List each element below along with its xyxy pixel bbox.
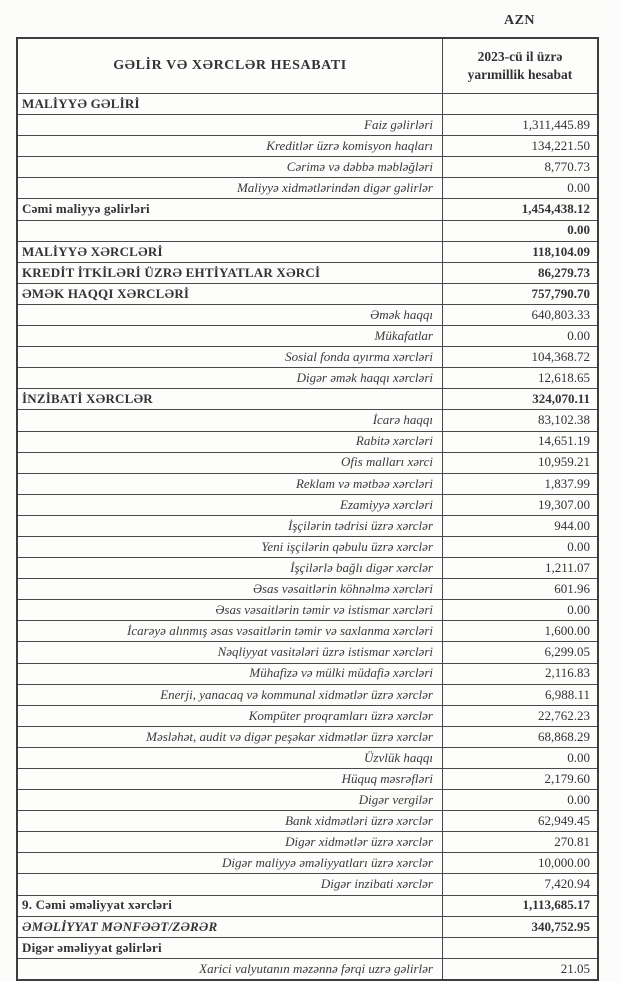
row-value: 134,221.50	[442, 136, 597, 156]
table-row	[18, 304, 597, 325]
row-label: Cərimə və dəbbə məbləğləri	[286, 159, 433, 175]
row-value: 22,762.23	[442, 706, 597, 726]
row-value: 1,311,445.89	[442, 115, 597, 135]
row-label: Mükafatlar	[374, 327, 433, 343]
row-value	[442, 938, 597, 958]
row-value: 324,070.11	[442, 389, 597, 409]
row-value: 0.00	[442, 790, 597, 810]
row-label: Digər xidmətlər üzrə xərclər	[285, 834, 433, 850]
row-label: İcarə haqqı	[372, 412, 433, 428]
row-value: 640,803.33	[442, 305, 597, 325]
row-value: 270.81	[442, 832, 597, 852]
table-row	[18, 156, 597, 177]
row-label: Yeni işçilərin qəbulu üzrə xərclər	[261, 538, 433, 554]
row-label: İşçilərin tədrisi üzrə xərclər	[287, 517, 433, 533]
table-row	[18, 726, 597, 747]
table-row	[18, 557, 597, 578]
row-value: 6,988.11	[442, 685, 597, 705]
table-row	[18, 409, 597, 430]
row-value: 0.00	[442, 748, 597, 768]
table-row	[18, 135, 597, 156]
table-row	[18, 388, 597, 409]
report-table	[16, 37, 599, 981]
table-row	[18, 916, 597, 937]
row-value: 104,368.72	[442, 347, 597, 367]
row-value: 0.00	[442, 326, 597, 346]
row-label: Ezamiyyə xərcləri	[340, 496, 433, 512]
row-value: 0.00	[442, 221, 597, 241]
row-value: 68,868.29	[442, 727, 597, 747]
row-value: 8,770.73	[442, 157, 597, 177]
row-value: 2,116.83	[442, 664, 597, 684]
row-value: 1,211.07	[442, 558, 597, 578]
row-label: MALİYYƏ GƏLİRİ	[22, 95, 140, 111]
table-row	[18, 620, 597, 641]
table-row	[18, 831, 597, 852]
row-label: Hüquq məsrəfləri	[341, 770, 433, 786]
row-value: 118,104.09	[442, 242, 597, 262]
table-row	[18, 177, 597, 198]
row-value: 83,102.38	[442, 410, 597, 430]
table-row	[18, 937, 597, 958]
table-row	[18, 663, 597, 684]
row-label: ƏMƏLİYYAT MƏNFƏƏT/ZƏRƏR	[22, 918, 218, 934]
table-row	[18, 705, 597, 726]
table-row	[18, 325, 597, 346]
table-row	[18, 431, 597, 452]
row-label: Məsləhət, audit və digər peşəkar xidmətlər üzrə xərclər	[146, 728, 433, 744]
row-label: Ofis malları xərci	[341, 454, 433, 470]
table-row	[18, 241, 597, 262]
table-row	[18, 262, 597, 283]
row-value: 1,600.00	[442, 621, 597, 641]
row-label: Mühafizə və mülki müdafiə xərcləri	[249, 665, 433, 681]
row-value: 601.96	[442, 579, 597, 599]
row-value: 10,000.00	[442, 853, 597, 873]
report-title: GƏLİR VƏ XƏRCLƏR HESABATI	[113, 58, 347, 74]
row-label: Kompüter proqramları üzrə xərclər	[248, 707, 433, 723]
table-row	[18, 346, 597, 367]
row-label: Xarici valyutanın məzənnə fərqi uzrə gəlirlər	[199, 960, 433, 976]
table-row	[18, 536, 597, 557]
table-row	[18, 93, 597, 114]
row-value: 12,618.65	[442, 368, 597, 388]
row-value: 14,651.19	[442, 432, 597, 452]
table-row	[18, 578, 597, 599]
row-value: 1,454,438.12	[442, 199, 597, 219]
row-value: 10,959.21	[442, 453, 597, 473]
row-value: 757,790.70	[442, 284, 597, 304]
table-row	[18, 494, 597, 515]
row-label: MALİYYƏ XƏRCLƏRİ	[22, 243, 163, 259]
row-value: 0.00	[442, 600, 597, 620]
row-value: 86,279.73	[442, 263, 597, 283]
currency-label: AZN	[503, 13, 536, 28]
row-label: Digər vergilər	[358, 791, 433, 807]
row-label: Nəqliyyat vasitələri üzrə istismar xərcləri	[217, 644, 433, 660]
row-label: İNZİBATİ XƏRCLƏR	[22, 391, 153, 407]
row-label: Cəmi maliyyə gəlirləri	[22, 201, 150, 217]
report-period-header: 2023-cü il üzrə yarımillik hesabat	[442, 39, 597, 93]
table-row	[18, 789, 597, 810]
row-value: 19,307.00	[442, 495, 597, 515]
table-row	[18, 114, 597, 135]
row-label: Reklam və mətbəə xərcləri	[295, 475, 433, 491]
table-row	[18, 768, 597, 789]
row-value: 0.00	[442, 537, 597, 557]
row-label: KREDİT İTKİLƏRİ ÜZRƏ EHTİYATLAR XƏRCİ	[22, 264, 321, 280]
row-label: İşçilərlə bağlı digər xərclər	[290, 559, 433, 575]
table-header-row	[18, 39, 597, 93]
table-row	[18, 283, 597, 304]
table-row	[18, 452, 597, 473]
row-label: Digər inzibati xərclər	[320, 876, 433, 892]
table-row	[18, 198, 597, 219]
table-row	[18, 895, 597, 916]
row-value: 944.00	[442, 516, 597, 536]
row-label: Sosial fonda ayırma xərcləri	[285, 349, 433, 365]
row-value: 7,420.94	[442, 874, 597, 894]
row-label: Üzvlük haqqı	[364, 749, 433, 765]
row-label: Bank xidmətləri üzrə xərclər	[285, 813, 433, 829]
row-value	[442, 94, 597, 114]
table-row	[18, 684, 597, 705]
row-label: Digər əməliyyat gəlirləri	[22, 939, 162, 955]
table-row	[18, 747, 597, 768]
row-label: 9. Cəmi əməliyyat xərcləri	[22, 897, 173, 913]
row-label: Faiz gəlirləri	[364, 116, 433, 132]
table-row	[18, 599, 597, 620]
row-label: Əsas vəsaitlərin köhnəlmə xərcləri	[252, 581, 433, 597]
row-label: Digər maliyyə əməliyyatları üzrə xərclər	[221, 855, 433, 871]
table-row	[18, 367, 597, 388]
table-row	[18, 515, 597, 536]
table-row	[18, 473, 597, 494]
row-value: 6,299.05	[442, 642, 597, 662]
row-value: 1,113,685.17	[442, 896, 597, 916]
row-value: 21.05	[442, 959, 597, 979]
row-label: Əsas vəsaitlərin təmir və istismar xərcləri	[215, 602, 433, 618]
row-label: Maliyyə xidmətlərindən digər gəlirlər	[236, 180, 433, 196]
table-row	[18, 220, 597, 241]
row-label	[18, 221, 442, 241]
row-label: Əmək haqqı	[370, 306, 433, 322]
table-row	[18, 873, 597, 894]
row-label: Rabitə xərcləri	[355, 433, 433, 449]
table-body	[18, 93, 597, 979]
row-label: Kreditlər üzrə komisyon haqları	[266, 138, 433, 154]
row-label: Digər əmək haqqı xərcləri	[296, 370, 433, 386]
row-label: İcarəyə alınmış əsas vəsaitlərin təmir və saxlanma xərcləri	[126, 623, 433, 639]
table-row	[18, 958, 597, 979]
row-label: ƏMƏK HAQQI XƏRCLƏRİ	[22, 285, 190, 301]
row-value: 0.00	[442, 178, 597, 198]
row-value: 1,837.99	[442, 474, 597, 494]
table-row	[18, 641, 597, 662]
table-row	[18, 852, 597, 873]
row-value: 62,949.45	[442, 811, 597, 831]
row-label: Enerji, yanacaq və kommunal xidmətlər üzrə xərclər	[160, 686, 433, 702]
row-value: 2,179.60	[442, 769, 597, 789]
table-row	[18, 810, 597, 831]
row-value: 340,752.95	[442, 917, 597, 937]
